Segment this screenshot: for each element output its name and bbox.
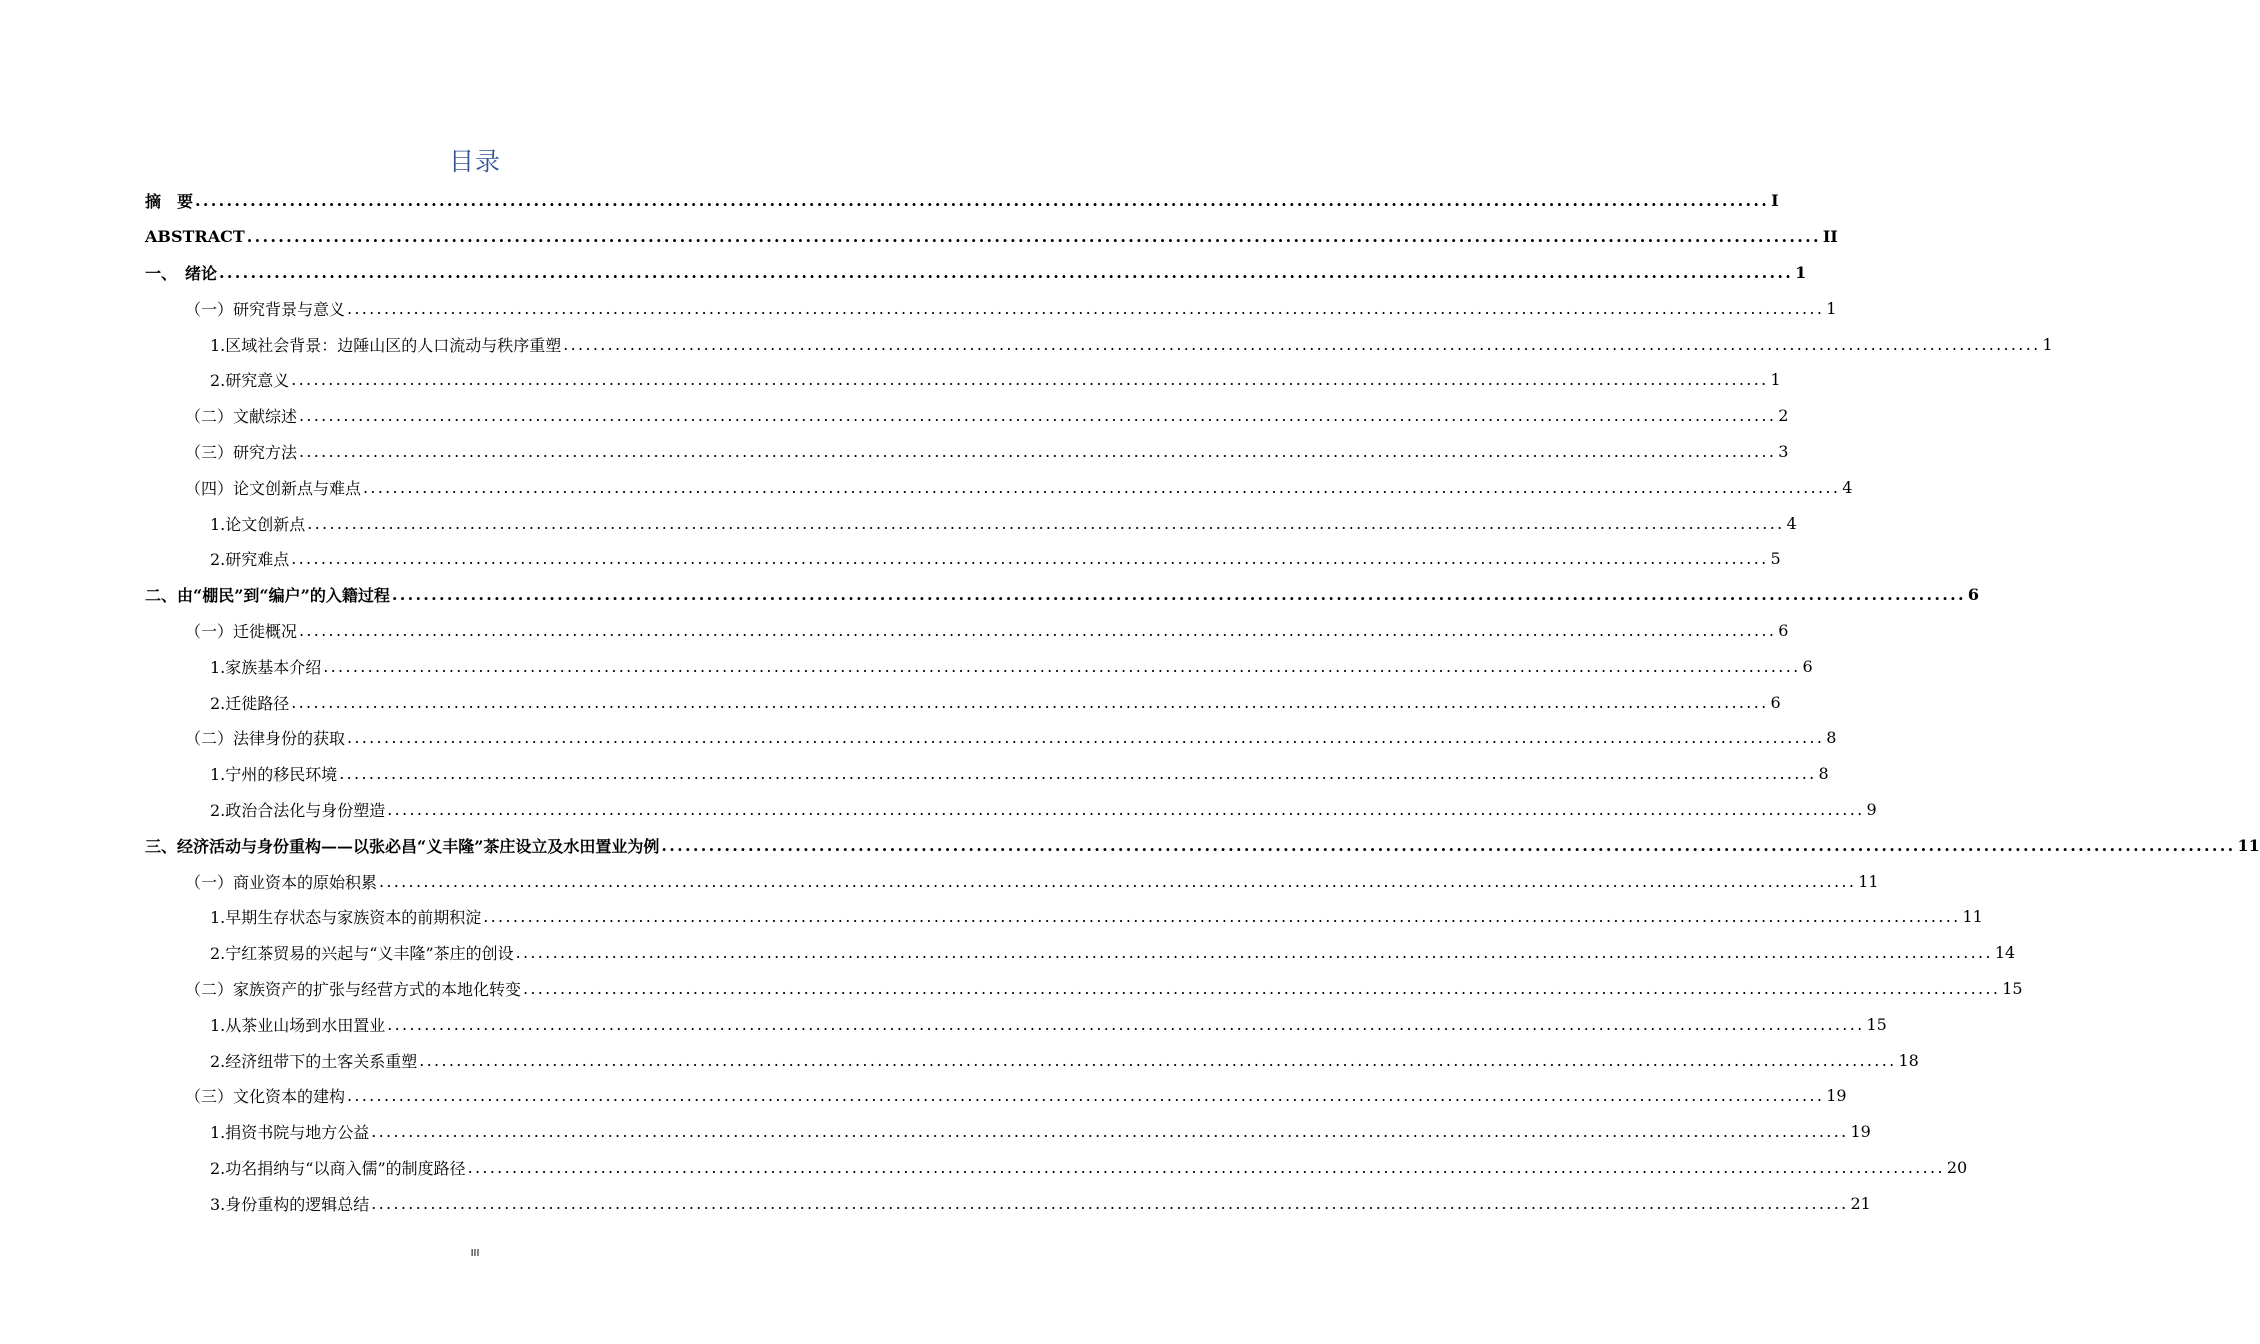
- toc-entry-text: 2.功名捐纳与“以商入儒”的制度路径: [210, 1158, 466, 1178]
- toc-leader-dots: ........................................................................................................................................................................................................: [323, 656, 1801, 676]
- toc-entry-page: 1: [1770, 370, 1781, 390]
- toc-entry-page: 6: [1778, 620, 1789, 640]
- toc-entry-page: 15: [1866, 1014, 1887, 1034]
- toc-entry-text: （一）研究背景与意义: [185, 299, 346, 319]
- toc-leader-dots: ........................................................................................................................................................................................................: [299, 441, 1777, 461]
- toc-leader-dots: ........................................................................................................................................................................................................: [299, 406, 1777, 426]
- toc-leader-dots: ........................................................................................................................................................................................................: [419, 1050, 1897, 1070]
- toc-entry-page: 4: [1842, 477, 1853, 497]
- toc-entry-page: 6: [1967, 585, 1980, 605]
- toc-entry-page: 11: [1962, 907, 1983, 927]
- toc-entry[interactable]: [145, 469, 1853, 505]
- toc-entry[interactable]: [145, 1185, 1871, 1221]
- page-number: III: [470, 1248, 480, 1259]
- toc-entry-text: 二、由“棚民”到“编户”的入籍过程: [145, 586, 390, 606]
- toc-leader-dots: ........................................................................................................................................................................................................: [391, 585, 1966, 605]
- toc-entry-text: （三）文化资本的建构: [185, 1087, 346, 1107]
- toc-entry-text: 摘 要: [145, 192, 194, 212]
- toc-leader-dots: ........................................................................................................................................................................................................: [563, 334, 2041, 354]
- toc-entry-text: 一、 绪论: [145, 263, 218, 283]
- toc-leader-dots: ........................................................................................................................................................................................................: [291, 370, 1769, 390]
- toc-entry-text: 1.宁州的移民环境: [210, 765, 338, 785]
- toc-leader-dots: ........................................................................................................................................................................................................: [387, 1014, 1865, 1034]
- toc-entry-text: 1.早期生存状态与家族资本的前期积淀: [210, 908, 482, 928]
- toc-entry[interactable]: [145, 326, 2053, 362]
- toc-entry-text: （二）文献综述: [185, 407, 298, 427]
- toc-entry[interactable]: [145, 935, 2016, 971]
- toc-entry[interactable]: [145, 863, 1879, 899]
- toc-entry[interactable]: [145, 971, 2023, 1007]
- toc-entry[interactable]: [145, 1078, 1847, 1114]
- toc-entry[interactable]: [145, 183, 1779, 219]
- toc-entry-text: 2.政治合法化与身份塑造: [210, 800, 386, 820]
- toc-leader-dots: ........................................................................................................................................................................................................: [307, 513, 1785, 533]
- toc-entry-text: 2.经济纽带下的土客关系重塑: [210, 1051, 418, 1071]
- toc-entry[interactable]: [145, 899, 1983, 935]
- toc-leader-dots: ........................................................................................................................................................................................................: [195, 191, 1770, 211]
- toc-entry-text: 1.区域社会背景：边陲山区的人口流动与秩序重塑: [210, 335, 562, 355]
- toc-entry-text: 2.宁红茶贸易的兴起与“义丰隆”茶庄的创设: [210, 944, 514, 964]
- toc-entry-page: 3: [1778, 441, 1789, 461]
- toc-entry[interactable]: [145, 684, 1781, 720]
- toc-entry-page: 19: [1850, 1122, 1871, 1142]
- toc-leader-dots: ........................................................................................................................................................................................................: [363, 477, 1841, 497]
- toc-entry[interactable]: [145, 398, 1789, 434]
- toc-entry-text: （二）法律身份的获取: [185, 729, 346, 749]
- toc-entry[interactable]: [145, 827, 2260, 863]
- toc-entry-page: 8: [1826, 728, 1837, 748]
- toc-leader-dots: ........................................................................................................................................................................................................: [371, 1122, 1849, 1142]
- toc-leader-dots: ........................................................................................................................................................................................................: [387, 799, 1865, 819]
- toc-entry-page: 1: [2042, 334, 2053, 354]
- toc-entry-page: 6: [1770, 692, 1781, 712]
- toc-entry-page: 14: [1994, 943, 2016, 963]
- toc-entry[interactable]: [145, 1150, 1968, 1186]
- toc-entry-page: II: [1822, 227, 1838, 247]
- toc-entry-text: 1.从茶业山场到水田置业: [210, 1015, 386, 1035]
- toc-leader-dots: ........................................................................................................................................................................................................: [661, 835, 2236, 855]
- toc-leader-dots: ........................................................................................................................................................................................................: [339, 764, 1817, 784]
- toc-entry-page: 4: [1786, 513, 1797, 533]
- toc-entry[interactable]: [145, 362, 1781, 398]
- toc-entry-text: 1.捐资书院与地方公益: [210, 1123, 370, 1143]
- toc-leader-dots: ........................................................................................................................................................................................................: [246, 227, 1821, 247]
- toc-entry-page: 21: [1850, 1193, 1871, 1213]
- toc-leader-dots: ........................................................................................................................................................................................................: [299, 620, 1777, 640]
- toc-entry[interactable]: [145, 720, 1837, 756]
- toc-entry[interactable]: [145, 434, 1789, 470]
- toc-entry-text: 2.迁徙路径: [210, 693, 290, 713]
- toc-leader-dots: ........................................................................................................................................................................................................: [515, 943, 1993, 963]
- toc-entry-text: 2.研究难点: [210, 550, 290, 570]
- toc-entry-page: 9: [1866, 799, 1877, 819]
- toc-leader-dots: ........................................................................................................................................................................................................: [291, 692, 1769, 712]
- table-of-contents: [145, 183, 2260, 1221]
- toc-entry-text: 2.研究意义: [210, 371, 290, 391]
- toc-title: 目录: [448, 147, 501, 176]
- toc-entry-page: 20: [1946, 1157, 1968, 1177]
- toc-entry-text: 1.家族基本介绍: [210, 657, 322, 677]
- toc-entry-text: （一）迁徙概况: [185, 621, 298, 641]
- toc-entry-page: 18: [1898, 1050, 1919, 1070]
- toc-entry-page: 1: [1795, 262, 1807, 282]
- toc-entry-page: 15: [2002, 978, 2023, 998]
- toc-entry-page: 5: [1770, 549, 1781, 569]
- toc-entry-text: （一）商业资本的原始积累: [185, 872, 378, 892]
- toc-entry-page: 2: [1778, 406, 1789, 426]
- toc-entry[interactable]: [145, 1042, 1919, 1078]
- toc-entry-page: 11: [2237, 835, 2260, 855]
- toc-entry[interactable]: [145, 792, 1877, 828]
- toc-entry-text: （三）研究方法: [185, 442, 298, 462]
- toc-entry[interactable]: [145, 648, 1813, 684]
- toc-entry[interactable]: [145, 1006, 1887, 1042]
- toc-entry[interactable]: [145, 577, 1980, 613]
- toc-entry[interactable]: [145, 756, 1829, 792]
- toc-entry-page: I: [1771, 191, 1779, 211]
- toc-leader-dots: ........................................................................................................................................................................................................: [291, 549, 1769, 569]
- toc-leader-dots: ........................................................................................................................................................................................................: [347, 298, 1825, 318]
- toc-entry-text: （二）家族资产的扩张与经营方式的本地化转变: [185, 979, 522, 999]
- toc-leader-dots: ........................................................................................................................................................................................................: [523, 978, 2001, 998]
- toc-leader-dots: ........................................................................................................................................................................................................: [371, 1193, 1849, 1213]
- toc-entry[interactable]: [145, 1114, 1871, 1150]
- toc-entry-page: 19: [1826, 1086, 1847, 1106]
- toc-entry-text: 1.论文创新点: [210, 514, 306, 534]
- toc-leader-dots: ........................................................................................................................................................................................................: [467, 1157, 1945, 1177]
- toc-entry-text: （四）论文创新点与难点: [185, 478, 362, 498]
- toc-entry-page: 8: [1818, 764, 1829, 784]
- toc-entry-text: ABSTRACT: [145, 227, 245, 247]
- toc-entry-text: 3.身份重构的逻辑总结: [210, 1194, 370, 1214]
- toc-leader-dots: ........................................................................................................................................................................................................: [347, 728, 1825, 748]
- toc-leader-dots: ........................................................................................................................................................................................................: [483, 907, 1961, 927]
- toc-entry[interactable]: [145, 219, 1838, 255]
- toc-entry[interactable]: [145, 505, 1797, 541]
- toc-entry[interactable]: [145, 541, 1781, 577]
- toc-entry-page: 6: [1802, 656, 1813, 676]
- toc-entry[interactable]: [145, 613, 1789, 649]
- toc-leader-dots: ........................................................................................................................................................................................................: [379, 871, 1857, 891]
- toc-entry[interactable]: [145, 290, 1837, 326]
- toc-entry-text: 三、经济活动与身份重构——以张必昌“义丰隆”茶庄设立及水田置业为例: [145, 836, 660, 856]
- toc-entry-page: 11: [1858, 871, 1879, 891]
- toc-leader-dots: ........................................................................................................................................................................................................: [219, 262, 1794, 282]
- toc-entry[interactable]: [145, 255, 1807, 291]
- toc-leader-dots: ........................................................................................................................................................................................................: [347, 1086, 1825, 1106]
- toc-entry-page: 1: [1826, 298, 1837, 318]
